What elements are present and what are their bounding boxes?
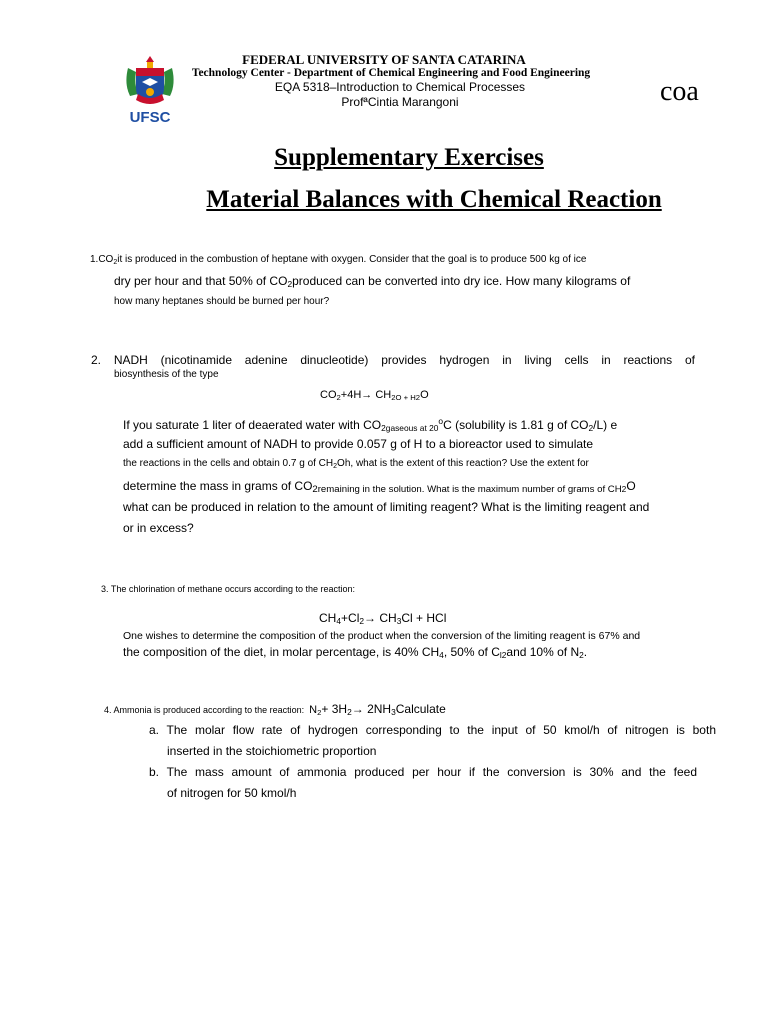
- logo-text: UFSC: [129, 109, 171, 126]
- q1-line-1: $1.CO_2it$ is produced in the combustion of heptane with oxygen. Consider that the goal is to produce 500 kg of ice: [90, 254, 587, 266]
- q1-line-2: dry per hour and that 50% of $CO_2produced$ can be converted into dry ice. How many kilograms of: [114, 274, 631, 289]
- course-name: EQA 5318–Introduction to Chemical Processes: [274, 80, 526, 94]
- q2-para-line-1: If you saturate 1 liter of deaerated water with $CO_{2gaseous at 20}^oC$ (solubility is 1.81 g of $CO_2/L$) e: [123, 416, 618, 433]
- q2-para-line-4: determine the mass in grams of $CO_{2remaining in the solution. What is the maximum number of grams of CH2}O$: [123, 479, 636, 495]
- q4-item-b-line-1: b. The mass amount of ammonia produced per hour if the conversion is 30% and the feed: [149, 765, 697, 779]
- q2-para-line-3: the reactions in the cells and obtain 0.7 g of $CH_2Oh$, what is the extent of this reaction? Use the extent for: [123, 458, 589, 470]
- corner-text: coa: [660, 76, 699, 107]
- q4-line-1: 4. Ammonia is produced according to the reaction: $N_2+ 3H_2\to$ $2NH_3Calculate$: [104, 702, 446, 717]
- page-title: Supplementary Exercises: [274, 144, 544, 171]
- department-name: Technology Center - Department of Chemical Engineering and Food Engineering: [191, 67, 591, 79]
- q1-line-3: how many heptanes should be burned per hour?: [114, 296, 330, 307]
- q2-para-line-2: add a sufficient amount of NADH to provide 0.057 g of H to a bioreactor used to simulate: [123, 437, 594, 451]
- q3-para-line-1: One wishes to determine the composition of the product when the conversion of the limiting reagent is 67% and: [123, 630, 641, 642]
- professor-name: ProfªCintia Marangoni: [341, 95, 459, 109]
- q2-line-1: 2. NADH (nicotinamide adenine dinucleotide) provides hydrogen in living cells in reactions of: [91, 353, 695, 367]
- q4-item-b-line-2: of nitrogen for 50 kmol/h: [167, 786, 297, 800]
- q3-equation: $CH_4+Cl_2\to CH_3Cl$ + HCl: [319, 611, 447, 626]
- page-subtitle: Material Balances with Chemical Reaction: [206, 186, 662, 213]
- q2-para-line-6: or in excess?: [123, 521, 194, 535]
- university-name: FEDERAL UNIVERSITY OF SANTA CATARINA: [242, 52, 526, 67]
- q4-item-a-line-2: inserted in the stoichiometric proportion: [167, 744, 377, 758]
- q2-para-line-5: what can be produced in relation to the amount of limiting reagent? What is the limiting reagent and: [123, 500, 650, 514]
- q2-line-2: biosynthesis of the type: [114, 369, 219, 380]
- q3-line-1: 3. The chlorination of methane occurs according to the reaction:: [101, 584, 355, 594]
- q3-para-line-2: the composition of the diet, in molar percentage, is 40% $CH_4$, 50% of $C_{l2}and$ 10% of $N_2$.: [123, 645, 588, 660]
- q4-item-a-line-1: a. The molar flow rate of hydrogen corresponding to the input of 50 kmol/h of nitrogen is both: [149, 723, 716, 737]
- q2-equation: $CO_2+4H\to CH_{2O + H2}O$: [320, 389, 429, 402]
